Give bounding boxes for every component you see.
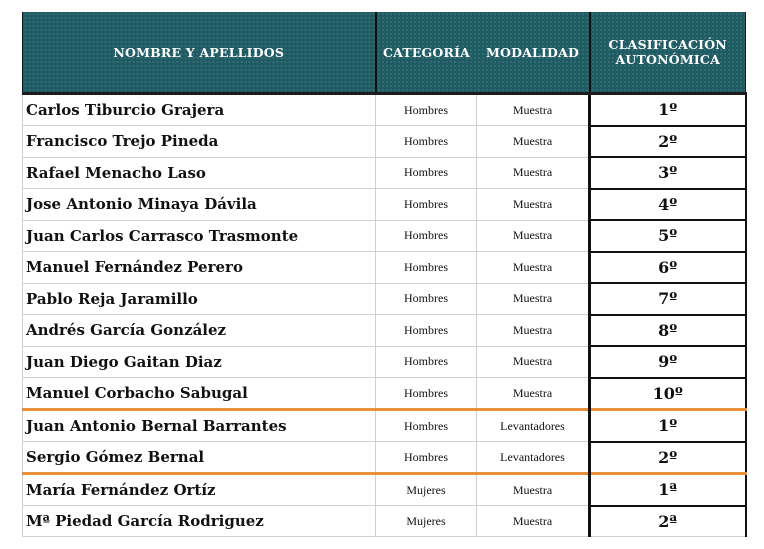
- header-name: NOMBRE Y APELLIDOS: [23, 12, 376, 94]
- athlete-category: Hombres: [376, 220, 477, 252]
- header-category: CATEGORÍA: [376, 12, 477, 94]
- athlete-category: Hombres: [376, 315, 477, 347]
- athlete-modality: Muestra: [477, 126, 590, 158]
- table-row: [23, 315, 746, 347]
- athlete-name: Carlos Tiburcio Grajera: [23, 94, 376, 126]
- athlete-position: 3º: [590, 157, 746, 189]
- header-row: [23, 12, 746, 94]
- athlete-position: 1ª: [590, 474, 746, 506]
- classification-table-container: [22, 12, 745, 537]
- athlete-name: Jose Antonio Minaya Dávila: [23, 189, 376, 221]
- athlete-modality: Muestra: [477, 283, 590, 315]
- table-row: [23, 346, 746, 378]
- table-row: [23, 378, 746, 410]
- athlete-position: 9º: [590, 346, 746, 378]
- header-modality: MODALIDAD: [477, 12, 590, 94]
- table-row: [23, 410, 746, 442]
- athlete-name: Pablo Reja Jaramillo: [23, 283, 376, 315]
- header-classification: [590, 12, 746, 94]
- athlete-category: Hombres: [376, 378, 477, 410]
- athlete-name: Francisco Trejo Pineda: [23, 126, 376, 158]
- athlete-category: Hombres: [376, 410, 477, 442]
- athlete-modality: Muestra: [477, 378, 590, 410]
- table-row: [23, 506, 746, 537]
- table-row: [23, 94, 746, 126]
- header-classification-line1: CLASIFICACIÓN: [608, 37, 727, 52]
- athlete-name: Manuel Corbacho Sabugal: [23, 378, 376, 410]
- athlete-name: Rafael Menacho Laso: [23, 157, 376, 189]
- athlete-modality: Muestra: [477, 220, 590, 252]
- athlete-name: María Fernández Ortíz: [23, 474, 376, 506]
- athlete-modality: Muestra: [477, 157, 590, 189]
- athlete-name: Sergio Gómez Bernal: [23, 442, 376, 474]
- table-row: [23, 220, 746, 252]
- athlete-category: Mujeres: [376, 474, 477, 506]
- athlete-position: 2º: [590, 126, 746, 158]
- athlete-modality: Muestra: [477, 506, 590, 537]
- header-classification-line2: AUTONÓMICA: [615, 52, 720, 67]
- athlete-name: Juan Carlos Carrasco Trasmonte: [23, 220, 376, 252]
- athlete-category: Hombres: [376, 252, 477, 284]
- athlete-modality: Muestra: [477, 474, 590, 506]
- table-row: [23, 126, 746, 158]
- table-row: [23, 252, 746, 284]
- athlete-position: 8º: [590, 315, 746, 347]
- table-row: [23, 474, 746, 506]
- athlete-category: Hombres: [376, 189, 477, 221]
- athlete-modality: Muestra: [477, 346, 590, 378]
- athlete-name: Andrés García González: [23, 315, 376, 347]
- athlete-category: Hombres: [376, 283, 477, 315]
- athlete-position: 1º: [590, 410, 746, 442]
- athlete-category: Hombres: [376, 346, 477, 378]
- athlete-position: 2º: [590, 442, 746, 474]
- athlete-category: Hombres: [376, 126, 477, 158]
- athlete-modality: Muestra: [477, 315, 590, 347]
- athlete-category: Mujeres: [376, 506, 477, 537]
- athlete-position: 2ª: [590, 506, 746, 537]
- athlete-modality: Muestra: [477, 252, 590, 284]
- athlete-name: Juan Diego Gaitan Diaz: [23, 346, 376, 378]
- athlete-modality: Levantadores: [477, 410, 590, 442]
- athlete-position: 4º: [590, 189, 746, 221]
- athlete-position: 1º: [590, 94, 746, 126]
- athlete-name: Juan Antonio Bernal Barrantes: [23, 410, 376, 442]
- table-row: [23, 442, 746, 474]
- classification-table: [22, 12, 747, 537]
- athlete-category: Hombres: [376, 94, 477, 126]
- table-row: [23, 157, 746, 189]
- athlete-name: Mª Piedad García Rodriguez: [23, 506, 376, 537]
- athlete-position: 7º: [590, 283, 746, 315]
- table-row: [23, 189, 746, 221]
- athlete-name: Manuel Fernández Perero: [23, 252, 376, 284]
- table-row: [23, 283, 746, 315]
- athlete-position: 10º: [590, 378, 746, 410]
- athlete-modality: Muestra: [477, 94, 590, 126]
- athlete-modality: Muestra: [477, 189, 590, 221]
- athlete-category: Hombres: [376, 442, 477, 474]
- athlete-position: 6º: [590, 252, 746, 284]
- athlete-category: Hombres: [376, 157, 477, 189]
- athlete-modality: Levantadores: [477, 442, 590, 474]
- athlete-position: 5º: [590, 220, 746, 252]
